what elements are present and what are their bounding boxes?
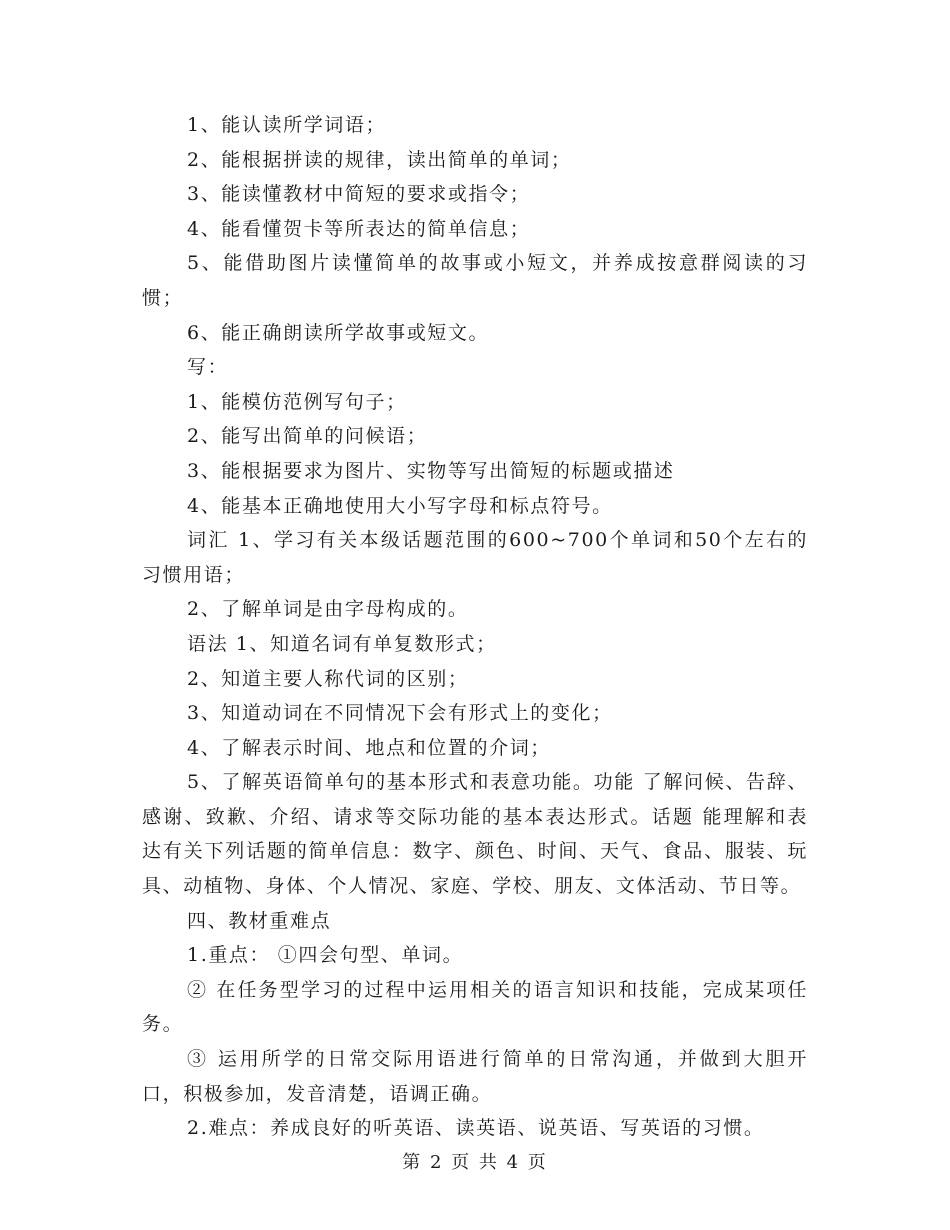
paragraph: 4、了解表示时间、地点和位置的介词； [187,736,551,759]
page-number: 第 2 页 共 4 页 [402,1152,548,1173]
paragraph: ② 在任务型学习的过程中运用相关的语言知识和技能，完成某项任务。 [142,978,808,1036]
paragraph-vocabulary: 词汇 1、学习有关本级话题范围的600~700个单词和50个左右的习惯用语； [142,529,808,586]
paragraph: 2、知道主要人称代词的区别； [187,667,469,690]
paragraph: 3、能读懂教材中简短的要求或指令； [187,183,531,206]
paragraph-difficulty: 2.难点：养成良好的听英语、读英语、说英语、写英语的习惯。 [187,1117,765,1140]
paragraph-grammar: 语法 1、知道名词有单复数形式； [187,632,497,655]
document-body [142,108,808,1146]
paragraph-key-point: 1.重点： ①四会句型、单词。 [187,944,464,967]
paragraph: 3、能根据要求为图片、实物等写出简短的标题或描述 [187,459,675,482]
section-heading-write: 写： [187,356,229,379]
section-heading-key-points: 四、教材重难点 [187,909,332,932]
paragraph: 6、能正确朗读所学故事或短文。 [187,321,490,344]
paragraph: 2、了解单词是由字母构成的。 [187,598,469,621]
paragraph: 2、能根据拼读的规律，读出简单的单词； [187,148,572,171]
paragraph: 1、能认读所学词语； [187,114,387,136]
paragraph: 5、能借助图片读懂简单的故事或小短文，并养成按意群阅读的习惯； [142,252,808,309]
paragraph: ③ 运用所学的日常交际用语进行简单的日常沟通，并做到大胆开口，积极参加，发音清楚，语调正确。 [142,1048,808,1105]
paragraph: 3、知道动词在不同情况下会有形式上的变化； [187,702,613,725]
paragraph: 4、能基本正确地使用大小写字母和标点符号。 [187,494,613,517]
paragraph: 4、能看懂贺卡等所表达的简单信息； [187,217,531,240]
paragraph: 1、能模仿范例写句子； [187,390,407,413]
paragraph: 2、能写出简单的问候语； [187,425,428,448]
paragraph: 5、了解英语简单句的基本形式和表意功能。功能 了解问候、告辞、感谢、致歉、介绍、请求等交际功能的基本表达形式。话题 能理解和表达有关下列话题的简单信息：数字、颜色、时间、天气、食品、服装、玩具、动植物、身体、个人情况、家庭、学校、朋友、文体活动、节日等。 [142,771,808,898]
